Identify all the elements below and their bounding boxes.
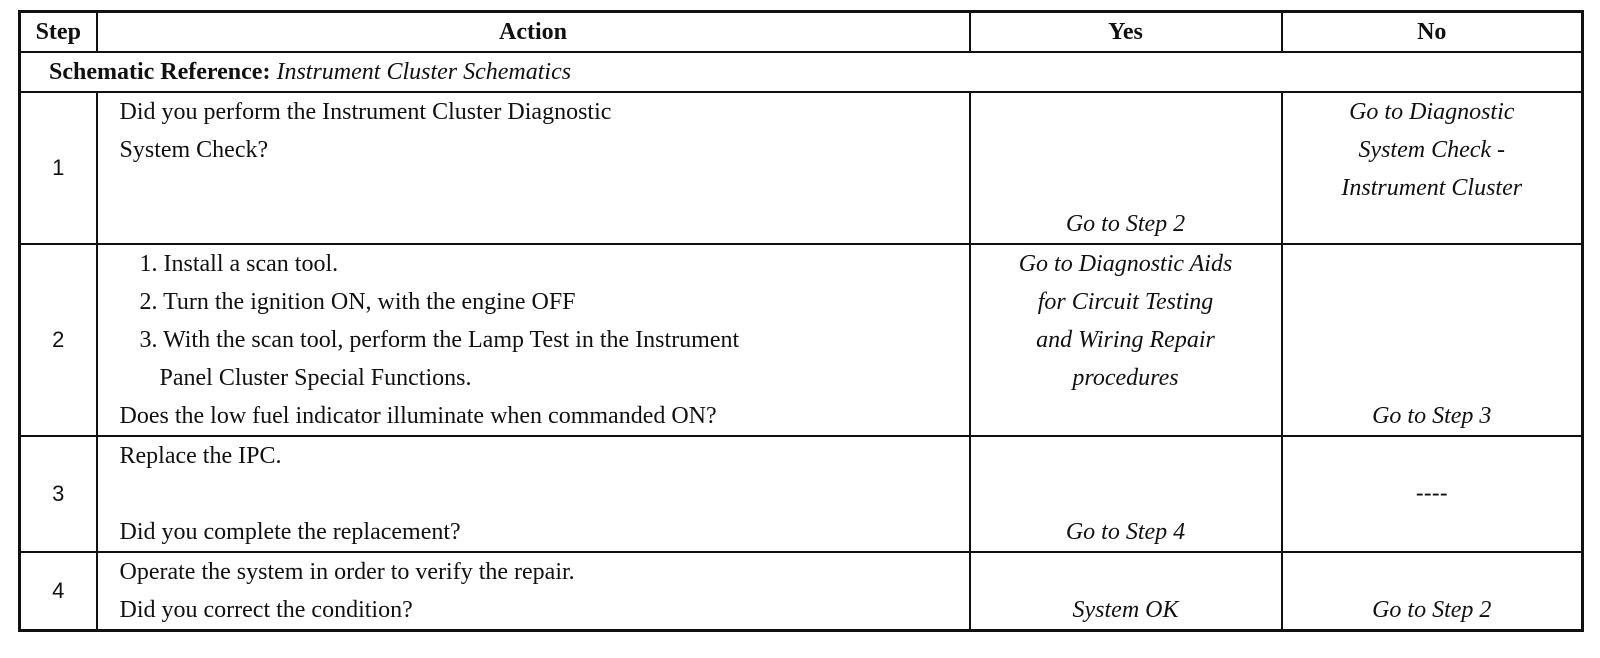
yes-link[interactable]: Go to Step 4 [1065,519,1186,545]
header-action: Action [97,12,970,53]
no-link-line[interactable]: System Check - [1358,137,1506,163]
action-line: Did you perform the Instrument Cluster Diagnostic [119,99,612,125]
action-line: 3. With the scan tool, perform the Lamp Test in the Instrument [139,327,740,353]
no-link[interactable]: Go to Step 2 [1372,597,1492,623]
step-number: 4 [20,552,97,631]
yes-link-line[interactable]: Go to Diagnostic Aids [1018,251,1233,277]
action-cell [97,552,970,631]
table-row [20,244,1583,436]
action-line: Replace the IPC. [119,443,282,469]
yes-link-line[interactable]: procedures [1072,365,1179,391]
no-link-line[interactable]: Instrument Cluster [1341,175,1523,201]
yes-link[interactable]: System OK [1072,597,1179,623]
no-cell [1282,436,1583,552]
yes-link-line[interactable]: for Circuit Testing [1037,289,1214,315]
no-cell [1282,92,1583,244]
step-number: 2 [20,244,97,436]
action-line: Operate the system in order to verify the repair. [119,559,575,585]
schematic-reference [20,52,1583,92]
header-row [20,12,1583,53]
diagnostic-table [18,10,1584,632]
action-line: 1. Install a scan tool. [139,251,339,277]
yes-cell [970,552,1282,631]
action-line: Panel Cluster Special Functions. [159,365,472,391]
action-cell [97,436,970,552]
no-link[interactable]: Go to Step 3 [1372,403,1492,429]
action-cell [97,244,970,436]
table-row [20,92,1583,244]
yes-link-line[interactable]: and Wiring Repair [1036,327,1215,353]
header-yes: Yes [970,12,1282,53]
header-step: Step [20,12,97,53]
no-link-line[interactable]: Go to Diagnostic [1349,99,1515,125]
action-line: 2. Turn the ignition ON, with the engine OFF [139,289,576,315]
yes-cell [970,92,1282,244]
no-cell [1282,244,1583,436]
action-spacer [120,475,969,513]
schematic-reference-link[interactable]: Instrument Cluster Schematics [276,59,572,85]
header-no: No [1282,12,1583,53]
yes-cell [970,244,1282,436]
schematic-reference-row [20,52,1583,92]
step-number: 1 [20,92,97,244]
action-line: Did you correct the condition? [119,597,413,623]
yes-link[interactable]: Go to Step 2 [1065,211,1186,237]
no-cell [1282,552,1583,631]
action-line: Does the low fuel indicator illuminate when commanded ON? [119,403,717,429]
action-line: System Check? [119,137,269,163]
yes-cell [970,436,1282,552]
schematic-reference-label: Schematic Reference: [49,59,271,85]
table-row [20,436,1583,552]
action-line: Did you complete the replacement? [119,519,461,545]
no-value: ---- [1415,480,1448,507]
diagnostic-table-container [18,10,1581,632]
table-row [20,552,1583,631]
action-cell [97,92,970,244]
step-number: 3 [20,436,97,552]
